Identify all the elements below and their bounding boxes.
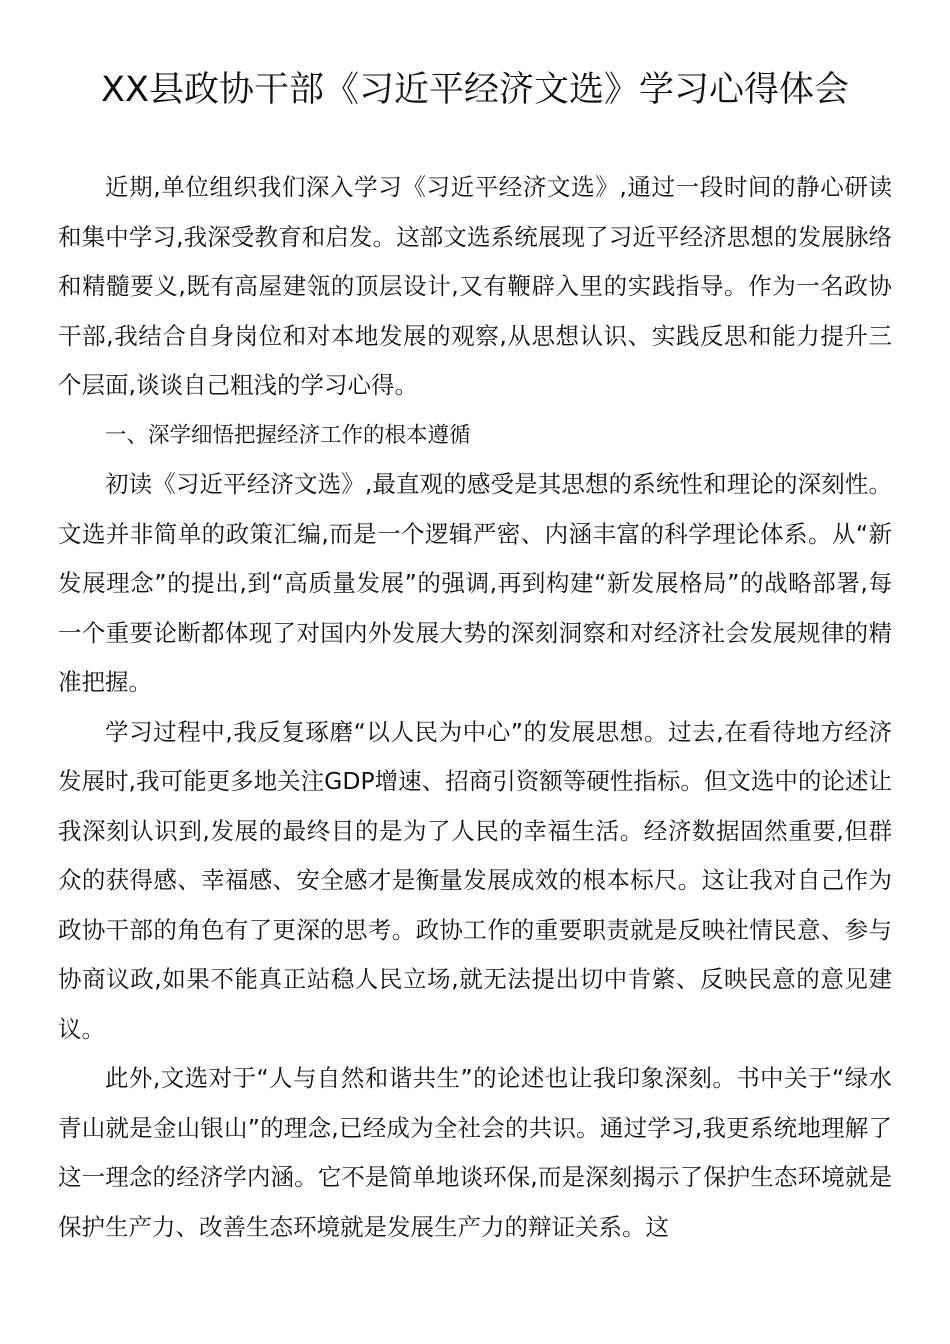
body-paragraph: 初读《习近平经济文选》,最直观的感受是其思想的系统性和理论的深刻性。文选并非简单的政策汇编,而是一个逻辑严密、内涵丰富的科学理论体系。从“新发展理念”的提出,到“高质量发展”的强调,再到构建“新发展格局”的战略部署,每一个重要论断都体现了对国内外发展大势的深刻洞察和对经济社会发展规律的精准把握。 xyxy=(58,470,892,696)
intro-paragraph: 近期,单位组织我们深入学习《习近平经济文选》,通过一段时间的静心研读和集中学习,我深受教育和启发。这部文选系统展现了习近平经济思想的发展脉络和精髓要义,既有高屋建瓴的顶层设计,又有鞭辟入里的实践指导。作为一名政协干部,我结合自身岗位和对本地发展的观察,从思想认识、实践反思和能力提升三个层面,谈谈自己粗浅的学习心得。 xyxy=(58,173,892,399)
body-paragraph: 学习过程中,我反复琢磨“以人民为中心”的发展思想。过去,在看待地方经济发展时,我可能更多地关注GDP增速、招商引资额等硬性指标。但文选中的论述让我深刻认识到,发展的最终目的是为了人民的幸福生活。经济数据固然重要,但群众的获得感、幸福感、安全感才是衡量发展成效的根本标尺。这让我对自己作为政协干部的角色有了更深的思考。政协工作的重要职责就是反映社情民意、参与协商议政,如果不能真正站稳人民立场,就无法提出切中肯綮、反映民意的意见建议。 xyxy=(58,717,892,1043)
document-body xyxy=(58,163,892,1252)
document-title: XX县政协干部《习近平经济文选》学习心得体会 xyxy=(101,70,849,110)
section-heading-1: 一、深学细悟把握经济工作的根本遵循 xyxy=(105,422,471,448)
body-paragraph: 此外,文选对于“人与自然和谐共生”的论述也让我印象深刻。书中关于“绿水青山就是金山银山”的理念,已经成为全社会的共识。通过学习,我更系统地理解了这一理念的经济学内涵。它不是简单地谈环保,而是深刻揭示了保护生态环境就是保护生产力、改善生态环境就是发展生产力的辩证关系。这 xyxy=(58,1064,892,1241)
